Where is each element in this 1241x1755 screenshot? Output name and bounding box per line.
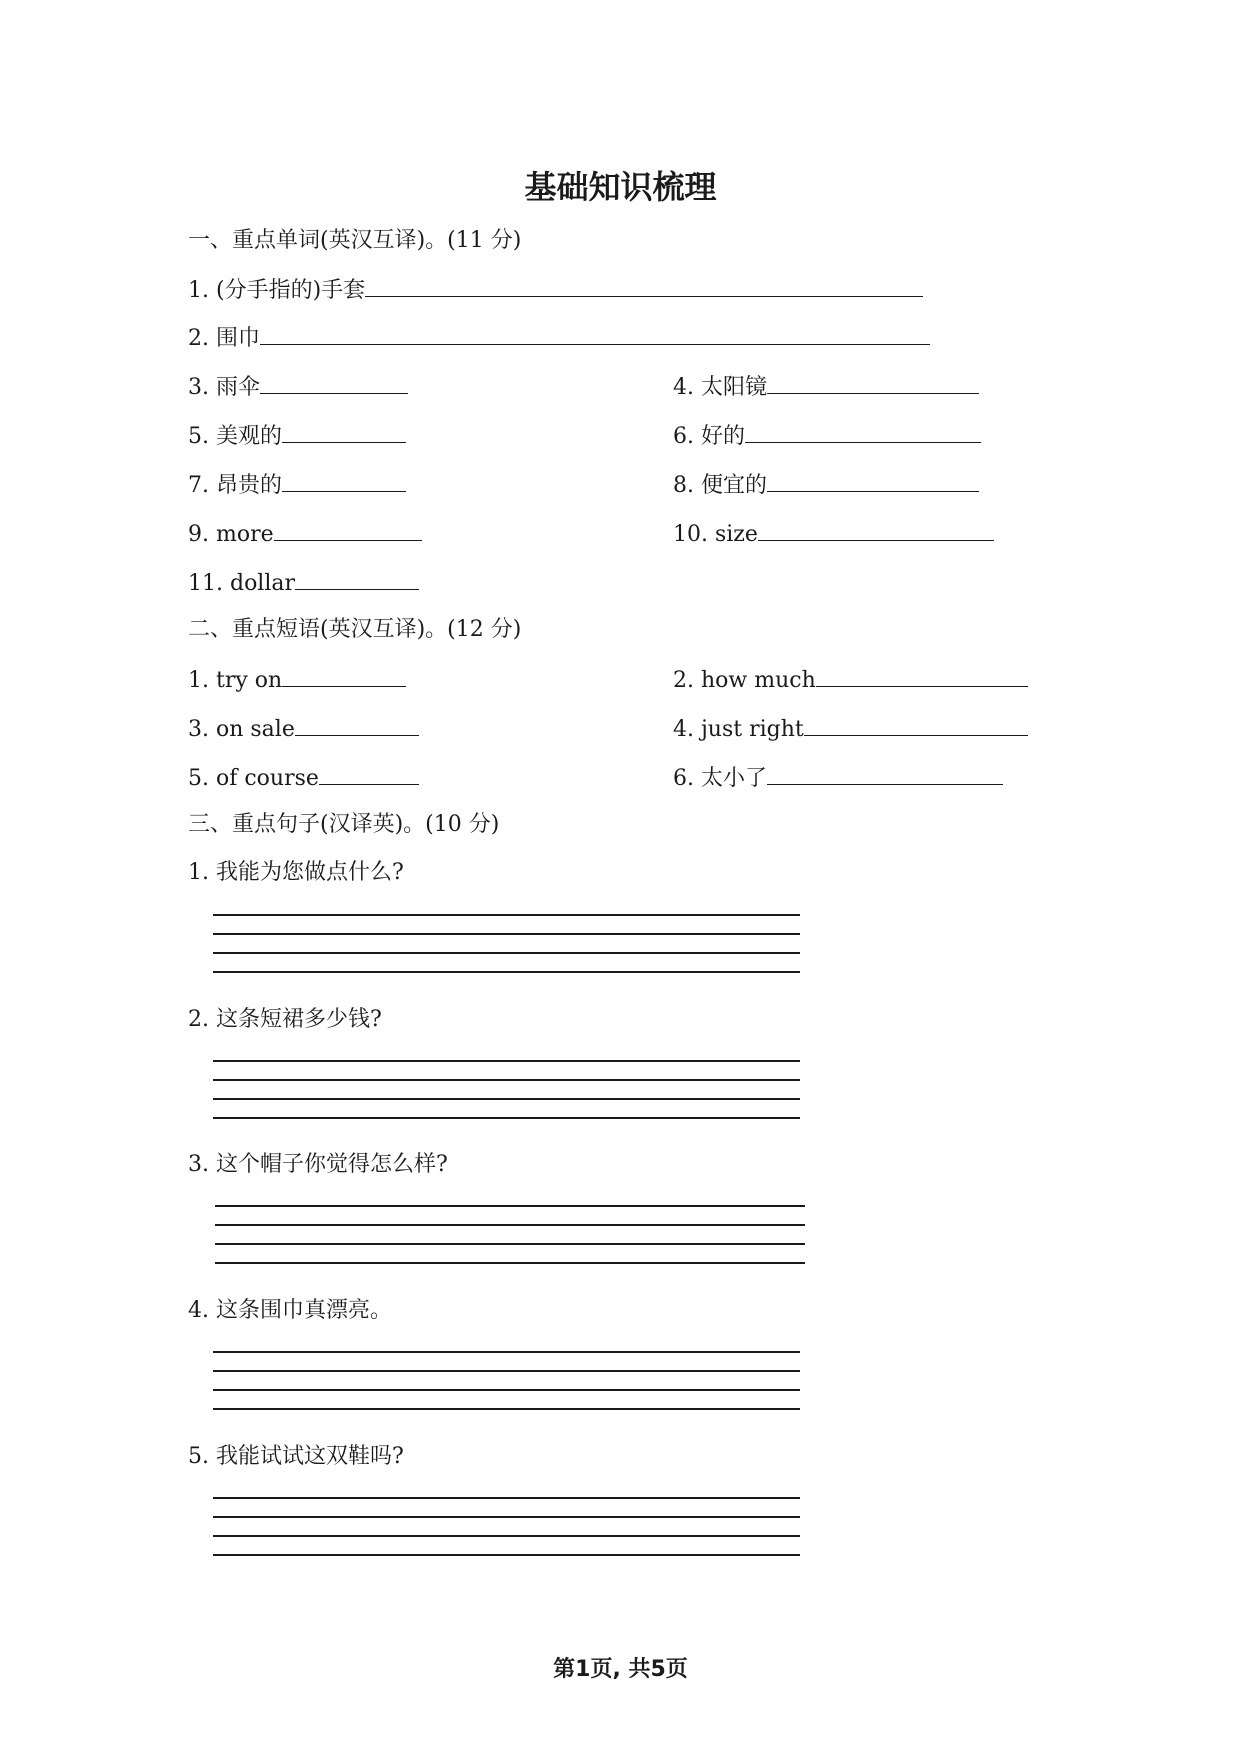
writing-line[interactable] <box>213 952 800 954</box>
writing-line[interactable] <box>213 1535 800 1537</box>
word-item-9: 9. more <box>188 518 422 550</box>
page-footer: 第1页, 共5页 <box>553 1657 688 1682</box>
sentence-item-1: 1. 我能为您做点什么? <box>188 860 404 885</box>
word-item-7: 7. 昂贵的 <box>188 469 406 501</box>
writing-line[interactable] <box>213 971 800 973</box>
answer-blank[interactable] <box>745 420 981 443</box>
answer-blank[interactable] <box>295 567 419 590</box>
phrase-item-3: 3. on sale <box>188 713 419 745</box>
section1-heading: 一、重点单词(英汉互译)。(11 分) <box>188 228 522 253</box>
page-title: 基础知识梳理 <box>524 168 717 206</box>
word-item-10: 10. size <box>673 518 994 550</box>
section3-heading: 三、重点句子(汉译英)。(10 分) <box>188 812 500 837</box>
answer-blank[interactable] <box>767 762 1003 785</box>
sentence-item-5: 5. 我能试试这双鞋吗? <box>188 1444 404 1469</box>
writing-line[interactable] <box>213 1497 800 1499</box>
writing-line[interactable] <box>213 914 800 916</box>
writing-line[interactable] <box>215 1205 805 1207</box>
phrase-item-4: 4. just right <box>673 713 1028 745</box>
answer-blank[interactable] <box>319 762 419 785</box>
word-item-1: 1. (分手指的)手套 <box>188 274 923 306</box>
word-item-4: 4. 太阳镜 <box>673 371 979 403</box>
writing-line[interactable] <box>215 1262 805 1264</box>
sentence-item-4: 4. 这条围巾真漂亮。 <box>188 1298 392 1323</box>
writing-line[interactable] <box>213 933 800 935</box>
word-item-3: 3. 雨伞 <box>188 371 408 403</box>
writing-line[interactable] <box>213 1098 800 1100</box>
answer-blank[interactable] <box>767 469 979 492</box>
writing-line[interactable] <box>213 1389 800 1391</box>
answer-blank[interactable] <box>365 274 923 297</box>
phrase-item-5: 5. of course <box>188 762 419 794</box>
word-item-8: 8. 便宜的 <box>673 469 979 501</box>
writing-line[interactable] <box>213 1554 800 1556</box>
phrase-item-6: 6. 太小了 <box>673 762 1003 794</box>
sentence-item-2: 2. 这条短裙多少钱? <box>188 1007 382 1032</box>
answer-blank[interactable] <box>816 664 1028 687</box>
answer-blank[interactable] <box>260 371 408 394</box>
answer-blank[interactable] <box>804 713 1028 736</box>
sentence-item-3: 3. 这个帽子你觉得怎么样? <box>188 1152 448 1177</box>
phrase-item-1: 1. try on <box>188 664 406 696</box>
word-item-6: 6. 好的 <box>673 420 981 452</box>
phrase-item-2: 2. how much <box>673 664 1028 696</box>
writing-line[interactable] <box>215 1224 805 1226</box>
answer-blank[interactable] <box>282 469 406 492</box>
writing-line[interactable] <box>213 1117 800 1119</box>
answer-blank[interactable] <box>282 420 406 443</box>
writing-line[interactable] <box>213 1351 800 1353</box>
word-item-2: 2. 围巾 <box>188 322 930 354</box>
answer-blank[interactable] <box>758 518 994 541</box>
answer-blank[interactable] <box>260 322 930 345</box>
section2-heading: 二、重点短语(英汉互译)。(12 分) <box>188 617 522 642</box>
answer-blank[interactable] <box>295 713 419 736</box>
writing-line[interactable] <box>215 1243 805 1245</box>
answer-blank[interactable] <box>767 371 979 394</box>
word-item-11: 11. dollar <box>188 567 419 599</box>
writing-line[interactable] <box>213 1079 800 1081</box>
word-item-5: 5. 美观的 <box>188 420 406 452</box>
writing-line[interactable] <box>213 1060 800 1062</box>
writing-line[interactable] <box>213 1516 800 1518</box>
answer-blank[interactable] <box>282 664 406 687</box>
writing-line[interactable] <box>213 1370 800 1372</box>
writing-line[interactable] <box>213 1408 800 1410</box>
answer-blank[interactable] <box>274 518 422 541</box>
